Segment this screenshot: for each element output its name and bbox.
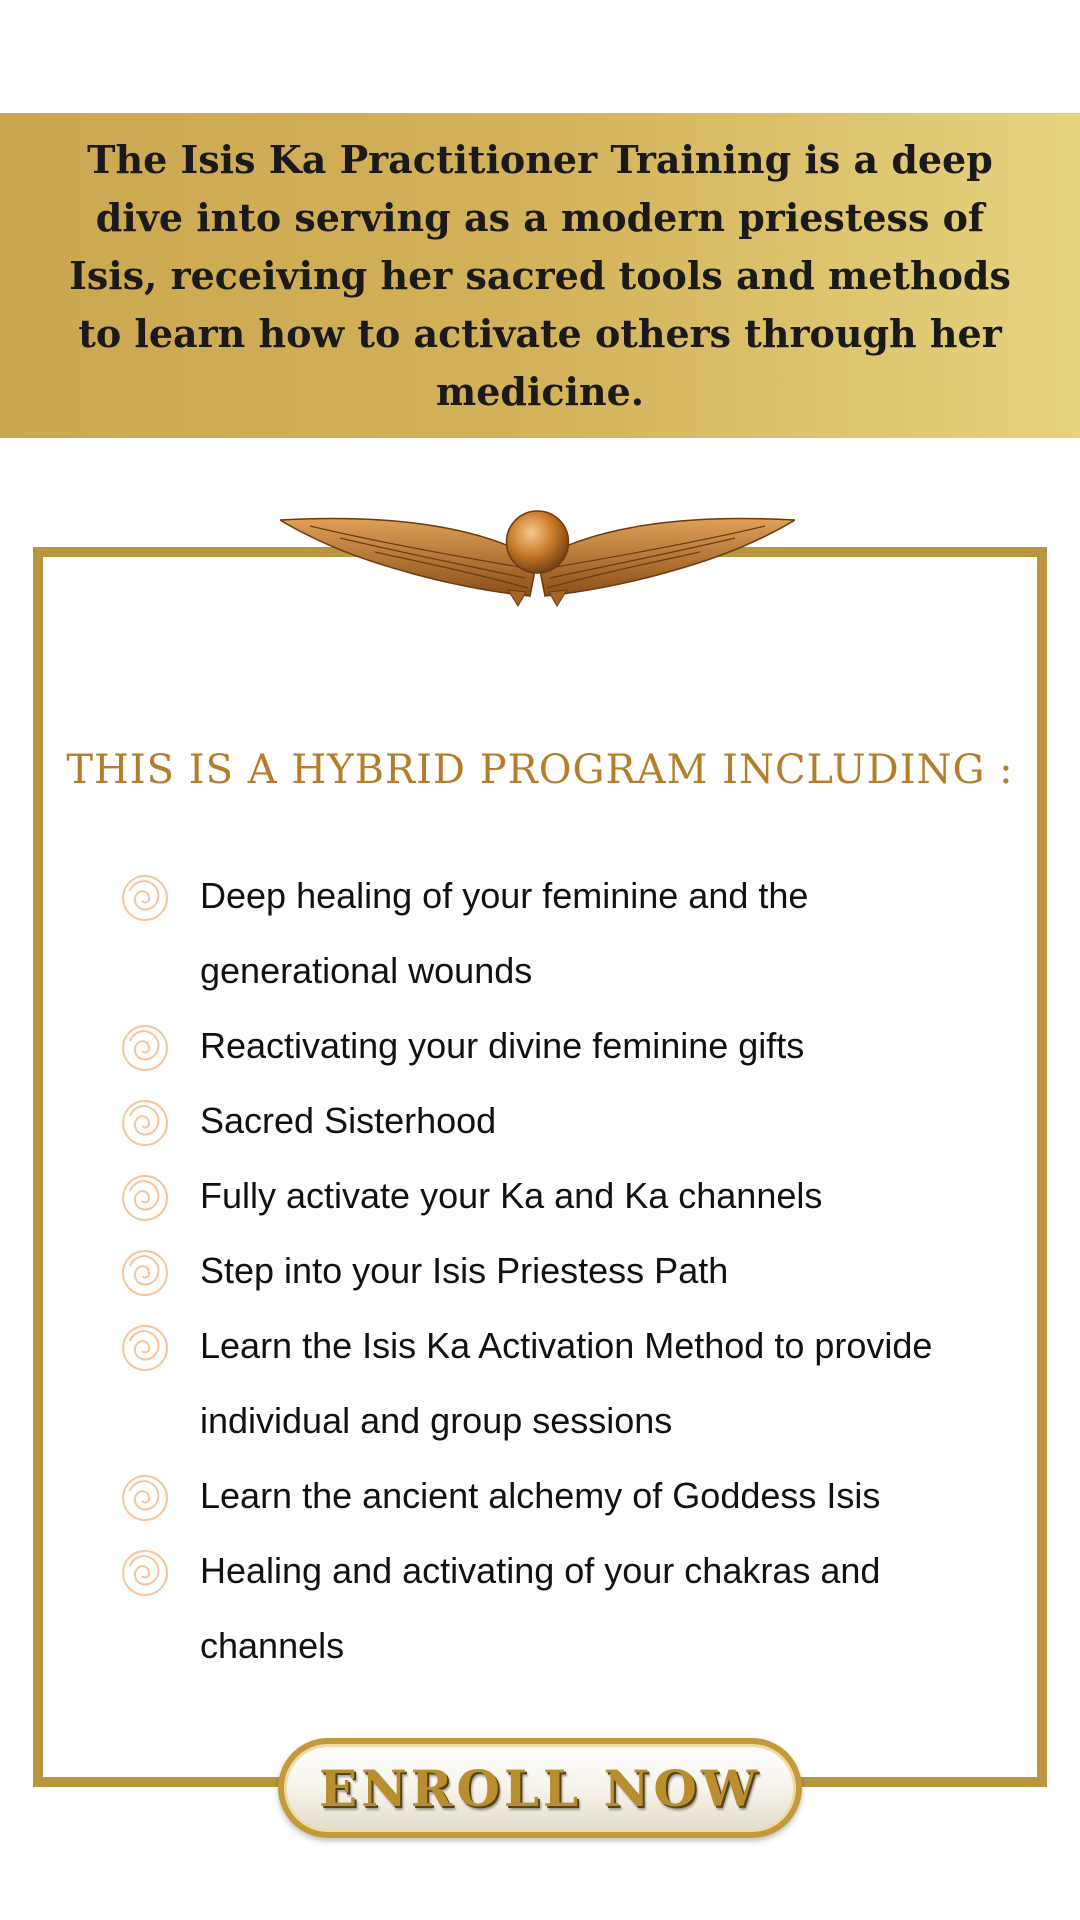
rose-icon xyxy=(120,1248,170,1298)
list-item-text: Learn the ancient alchemy of Goddess Isis xyxy=(200,1475,881,1516)
rose-icon xyxy=(120,1023,170,1073)
list-item xyxy=(120,1158,1000,1233)
list-item-text: Fully activate your Ka and Ka channels xyxy=(200,1175,823,1216)
intro-banner xyxy=(0,113,1080,438)
feature-list xyxy=(120,858,1000,1683)
list-item-text: Sacred Sisterhood xyxy=(200,1100,497,1141)
list-item xyxy=(120,858,1000,1008)
list-item xyxy=(120,1308,1000,1458)
intro-text: The Isis Ka Practitioner Training is a deep dive into serving as a modern priestess of Isis, receiving her sacred tools and methods to learn how to activate others through her medicine. xyxy=(69,136,1011,414)
winged-sun-disk-icon xyxy=(280,508,795,608)
list-item-text: Step into your Isis Priestess Path xyxy=(200,1250,729,1291)
rose-icon xyxy=(120,1323,170,1373)
list-item-text: Learn the Isis Ka Activation Method to provide individual and group sessions xyxy=(200,1325,933,1441)
list-item-text: Healing and activating of your chakras and channels xyxy=(200,1550,881,1666)
rose-icon xyxy=(120,873,170,923)
list-item xyxy=(120,1533,1000,1683)
rose-icon xyxy=(120,1548,170,1598)
list-item xyxy=(120,1233,1000,1308)
list-item-text: Reactivating your divine feminine gifts xyxy=(200,1025,805,1066)
list-item-text: Deep healing of your feminine and the generational wounds xyxy=(200,875,809,991)
program-heading: THIS IS A HYBRID PROGRAM INCLUDING : xyxy=(66,747,1014,793)
list-item xyxy=(120,1458,1000,1533)
list-item xyxy=(120,1008,1000,1083)
rose-icon xyxy=(120,1473,170,1523)
rose-icon xyxy=(120,1173,170,1223)
enroll-now-button[interactable] xyxy=(278,1738,802,1838)
enroll-now-label: ENROLL NOW xyxy=(318,1758,762,1818)
list-item xyxy=(120,1083,1000,1158)
rose-icon xyxy=(120,1098,170,1148)
